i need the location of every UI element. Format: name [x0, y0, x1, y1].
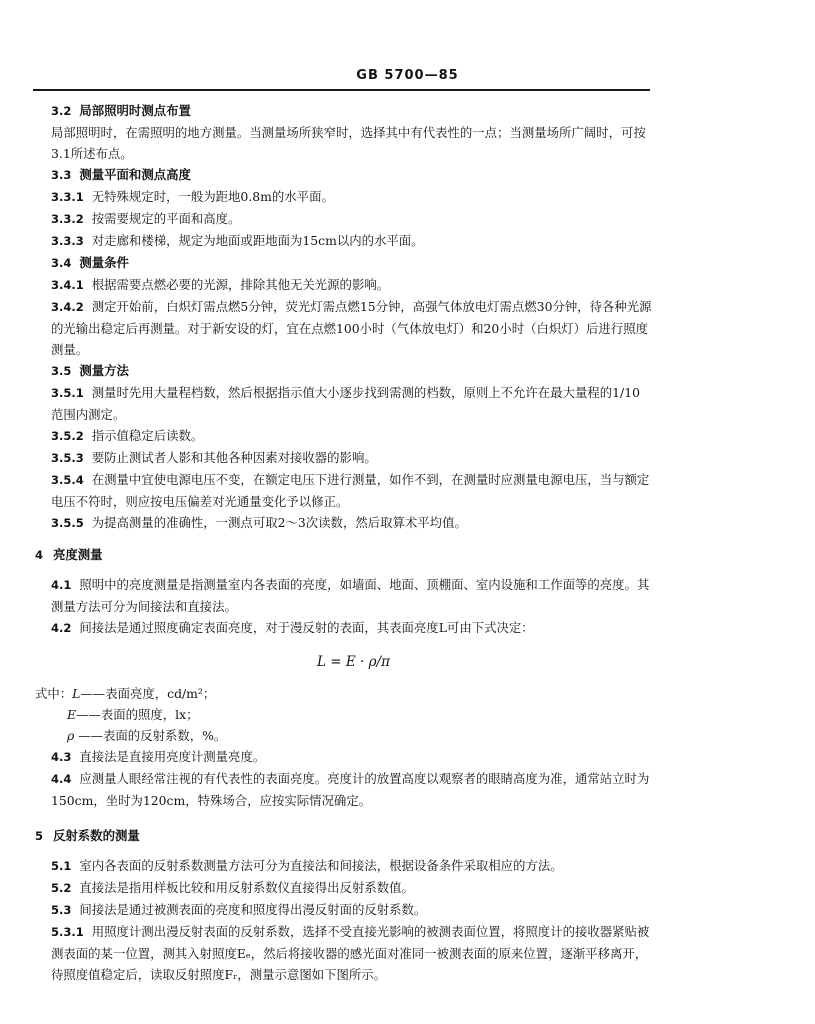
clause-number: 4.3 [51, 750, 72, 764]
header-rule [33, 89, 650, 91]
clause [35, 230, 652, 252]
subsection-heading [35, 360, 652, 382]
paragraph-text: 局部照明时，在需照明的地方测量。当测量场所狭窄时，选择其中有代表性的一点；当测量场所广阔时，可按3.1所述布点。 [51, 125, 646, 161]
clause-number: 3.3.3 [51, 234, 84, 248]
legend-text: ——表面的照度，lx； [76, 707, 199, 722]
clause [35, 296, 652, 360]
subsection-heading [35, 164, 652, 186]
section-title: 反射系数的测量 [53, 828, 140, 843]
section-number: 4 [35, 548, 44, 562]
clause-text: 要防止测试者人影和其他各种因素对接收器的影响。 [91, 450, 377, 465]
subsection-heading [35, 100, 652, 122]
clause [35, 447, 652, 469]
clause-text: 根据需要点燃必要的光源，排除其他无关光源的影响。 [91, 277, 390, 292]
para-4-4 [35, 768, 652, 811]
legend-symbol: ρ [67, 728, 75, 743]
legend-row [35, 704, 652, 725]
clause-number: 3.3.1 [51, 190, 84, 204]
clause [35, 512, 652, 534]
section-3-list [35, 100, 652, 534]
para-4-1 [35, 574, 652, 617]
clause [35, 425, 652, 447]
document-body [35, 100, 652, 985]
legend-text: ——表面的反射系数，%。 [74, 728, 227, 743]
clause-number: 5.3.1 [51, 925, 84, 939]
heading-text: 局部照明时测点布置 [79, 103, 191, 118]
clause-number: 3.4 [51, 256, 72, 270]
page-header: GB 5700—85 [356, 68, 459, 83]
heading-text: 测量平面和测点高度 [79, 167, 191, 182]
clause-text: 用照度计测出漫反射表面的反射系数，选择不受直接光影响的被测表面位置，将照度计的接收器紧贴被测表面的某一位置，测其入射照度Eₑ，然后将接收器的感光面对准同一被测表面的原来位置，逐渐平移离开，待照度值稳定后，读取反射照度Fᵣ，测量示意图如下图所示。 [51, 924, 650, 982]
clause [35, 186, 652, 208]
clause-number: 5.2 [51, 881, 72, 895]
clause-number: 3.5.4 [51, 473, 84, 487]
para-5-2 [35, 877, 652, 899]
paragraph [35, 122, 652, 164]
legend-symbol: L [72, 686, 81, 701]
clause-text: 直接法是直接用亮度计测量亮度。 [79, 749, 266, 764]
formula-legend [35, 683, 652, 746]
clause-text: 应测量人眼经常注视的有代表性的表面亮度。亮度计的放置高度以观察者的眼睛高度为准，通常站立时为150cm，坐时为120cm，特殊场合，应按实际情况确定。 [51, 771, 650, 808]
clause-number: 3.5.1 [51, 386, 84, 400]
clause-text: 指示值稳定后读数。 [91, 428, 204, 443]
clause-number: 5.3 [51, 903, 72, 917]
heading-text: 测量方法 [79, 363, 129, 378]
clause [35, 274, 652, 296]
clause-number: 3.3.2 [51, 212, 84, 226]
clause-number: 3.3 [51, 168, 72, 182]
section-5-heading [35, 825, 652, 847]
clause-number: 3.4.1 [51, 278, 84, 292]
clause-text: 测定开始前，白炽灯需点燃5分钟，荧光灯需点燃15分钟，高强气体放电灯需点燃30分钟，待各种光源的光输出稳定后再测量。对于新安设的灯，宜在点燃100小时（气体放电灯）和20小时（白炽灯）后进行照度测量。 [51, 299, 652, 357]
clause-text: 照明中的亮度测量是指测量室内各表面的亮度，如墙面、地面、顶棚面、室内设施和工作面等的亮度。其测量方法可分为间接法和直接法。 [51, 577, 650, 614]
section-number: 5 [35, 829, 44, 843]
heading-text: 测量条件 [79, 255, 129, 270]
clause-text: 无特殊规定时，一般为距地0.8m的水平面。 [91, 189, 334, 204]
clause-number: 5.1 [51, 859, 72, 873]
para-5-3-1 [35, 921, 652, 985]
clause-number: 4.4 [51, 772, 72, 786]
clause-text: 在测量中宜使电源电压不变，在额定电压下进行测量，如作不到，在测量时应测量电源电压，当与额定电压不符时，则应按电压偏差对光通量变化予以修正。 [51, 472, 650, 509]
clause-number: 3.5.2 [51, 429, 84, 443]
section-4-heading [35, 544, 652, 566]
clause-text: 为提高测量的准确性，一测点可取2～3次读数，然后取算术平均值。 [91, 515, 467, 530]
section-title: 亮度测量 [53, 547, 103, 562]
clause-number: 4.2 [51, 621, 72, 635]
clause-text: 测量时先用大量程档数，然后根据指示值大小逐步找到需测的档数，原则上不允许在最大量程的1/10范围内测定。 [51, 385, 640, 422]
clause-number: 3.5.3 [51, 451, 84, 465]
para-4-3 [35, 746, 652, 768]
para-5-3 [35, 899, 652, 921]
clause-number: 3.5.5 [51, 516, 84, 530]
legend-text: ——表面亮度，cd/m²； [80, 686, 216, 701]
clause-text: 直接法是指用样板比较和用反射系数仪直接得出反射系数值。 [79, 880, 414, 895]
legend-label: 式中： [35, 686, 73, 701]
clause-text: 间接法是通过照度确定表面亮度，对于漫反射的表面，其表面亮度L可由下式决定： [79, 620, 534, 635]
clause [35, 382, 652, 425]
clause-text: 间接法是通过被测表面的亮度和照度得出漫反射面的反射系数。 [79, 902, 427, 917]
clause [35, 469, 652, 512]
para-5-1 [35, 855, 652, 877]
clause-text: 按需要规定的平面和高度。 [91, 211, 241, 226]
clause-text: 室内各表面的反射系数测量方法可分为直接法和间接法，根据设备条件采取相应的方法。 [79, 858, 563, 873]
clause-text: 对走廊和楼梯，规定为地面或距地面为15cm以内的水平面。 [91, 233, 424, 248]
para-4-2 [35, 617, 652, 639]
legend-row [35, 683, 652, 704]
luminance-formula: L = E · ρ/π [317, 654, 390, 670]
legend-row [35, 725, 652, 746]
clause-number: 3.4.2 [51, 300, 84, 314]
clause [35, 208, 652, 230]
subsection-heading [35, 252, 652, 274]
legend-symbol: E [67, 707, 77, 722]
clause-number: 3.2 [51, 104, 72, 118]
clause-number: 4.1 [51, 578, 72, 592]
clause-number: 3.5 [51, 364, 72, 378]
